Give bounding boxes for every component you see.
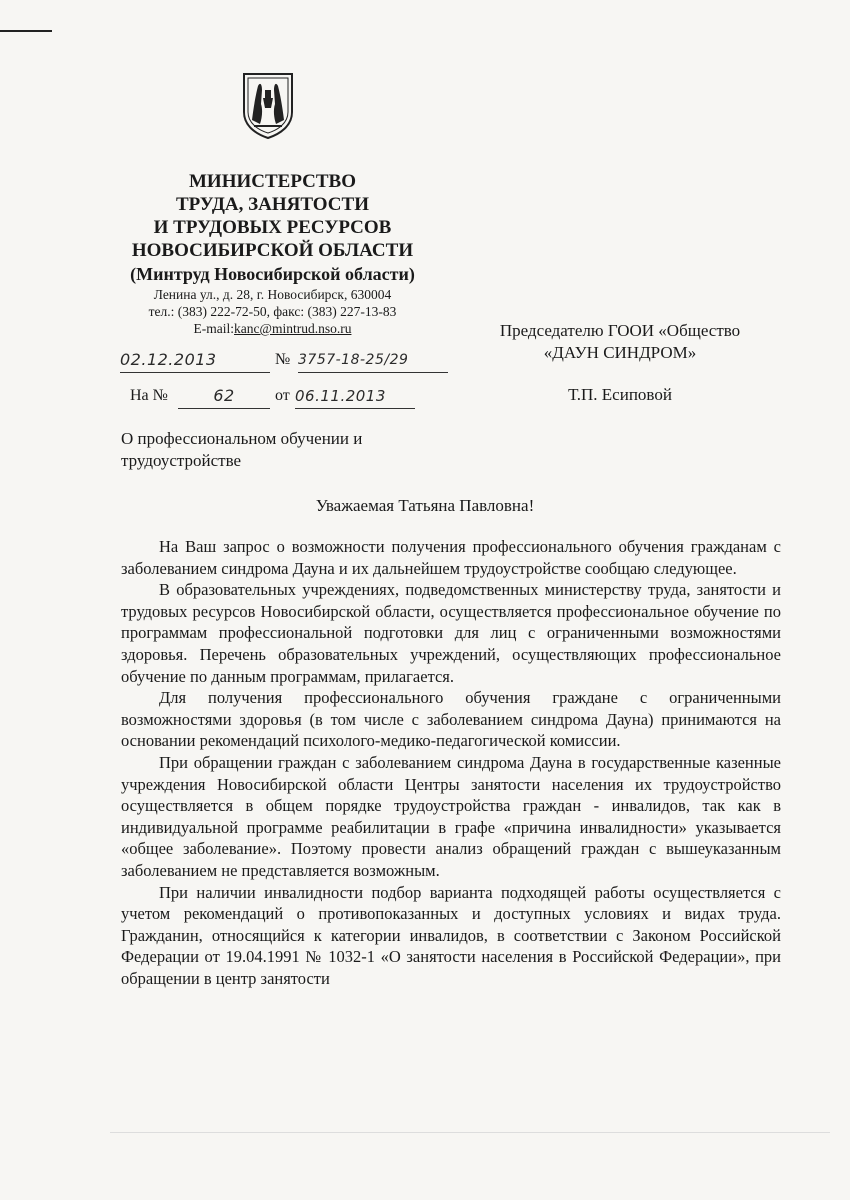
outgoing-date: 02.12.2013 bbox=[120, 348, 270, 373]
body-paragraph: На Ваш запрос о возможности получения профессионального обучения гражданам с заболеванием синдрома Дауна и их дальнейшем трудоустройстве сообщаю следующее. bbox=[121, 537, 781, 578]
phone-fax: тел.: (383) 222-72-50, факс: (383) 227-13-83 bbox=[148, 304, 397, 319]
corner-mark bbox=[0, 30, 52, 32]
reference-number: 62 bbox=[178, 384, 270, 409]
reference-line bbox=[120, 384, 420, 410]
ministry-line: ТРУДА, ЗАНЯТОСТИ bbox=[176, 194, 369, 215]
body-paragraph: Для получения профессионального обучения граждане с ограниченными возможностями здоровья (в том числе с заболеванием синдрома Дауна) принимаются на основании рекомендаций психолого-медико-педагогической комиссии. bbox=[121, 688, 781, 751]
salutation: Уважаемая Татьяна Павловна! bbox=[315, 496, 535, 515]
ministry-line: И ТРУДОВЫХ РЕСУРСОВ bbox=[153, 217, 392, 238]
letter-subject: О профессиональном обучении и трудоустройстве bbox=[121, 429, 363, 470]
coat-of-arms-icon bbox=[238, 70, 298, 140]
ministry-name-block bbox=[100, 170, 445, 286]
reference-date: 06.11.2013 bbox=[295, 384, 415, 409]
recipient-organization: «ДАУН СИНДРОМ» bbox=[543, 343, 697, 362]
ministry-short-name: (Минтруд Новосибирской области) bbox=[130, 264, 415, 284]
reference-label: На № bbox=[130, 387, 168, 404]
registration-line bbox=[120, 348, 450, 374]
letter-body bbox=[121, 536, 781, 989]
street-address: Ленина ул., д. 28, г. Новосибирск, 630004 bbox=[153, 287, 392, 302]
address-block bbox=[100, 286, 445, 337]
recipient-block bbox=[470, 320, 770, 406]
body-paragraph: В образовательных учреждениях, подведомственных министерству труда, занятости и трудовых ресурсов Новосибирской области, осуществляется профессиональное обучение по программам профессиональной подготовки для лиц с ограниченными возможностями здоровья. Перечень образовательных учреждений, осуществляющих профессиональное обучение по данным программам, прилагается. bbox=[121, 580, 781, 686]
recipient-name: Т.П. Есиповой bbox=[568, 385, 672, 404]
email-link[interactable]: kanc@mintrud.nso.ru bbox=[234, 321, 352, 336]
ministry-line: МИНИСТЕРСТВО bbox=[188, 171, 357, 192]
body-paragraph: При наличии инвалидности подбор варианта подходящей работы осуществляется с учетом рекомендаций о противопоказанных и доступных условиях и видах труда. Гражданин, относящийся к категории инвалидов, в соответствии с Законом Российской Федерации от 19.04.1991 № 1032-1 «О занятости населения в Российской Федерации», при обращении в центр занятости bbox=[121, 882, 781, 988]
outgoing-number: 3757-18-25/29 bbox=[298, 348, 448, 373]
scan-edge-line bbox=[110, 1132, 830, 1133]
email-label: E-mail: bbox=[193, 321, 235, 336]
recipient-title: Председателю ГООИ «Общество bbox=[499, 321, 741, 340]
number-label: № bbox=[275, 351, 291, 368]
email-line bbox=[100, 320, 445, 337]
ministry-line: НОВОСИБИРСКОЙ ОБЛАСТИ bbox=[131, 240, 414, 261]
body-paragraph: При обращении граждан с заболеванием синдрома Дауна в государственные казенные учреждения Новосибирской области Центры занятости населения их трудоустройство осуществляется в общем порядке трудоустройства граждан - инвалидов, так как в индивидуальной программе реабилитации в графе «причина инвалидности» указывается «общее заболевание». Поэтому провести анализ обращений граждан с вышеуказанным заболеванием не представляется возможным. bbox=[121, 752, 781, 880]
reference-date-label: от bbox=[275, 387, 290, 404]
